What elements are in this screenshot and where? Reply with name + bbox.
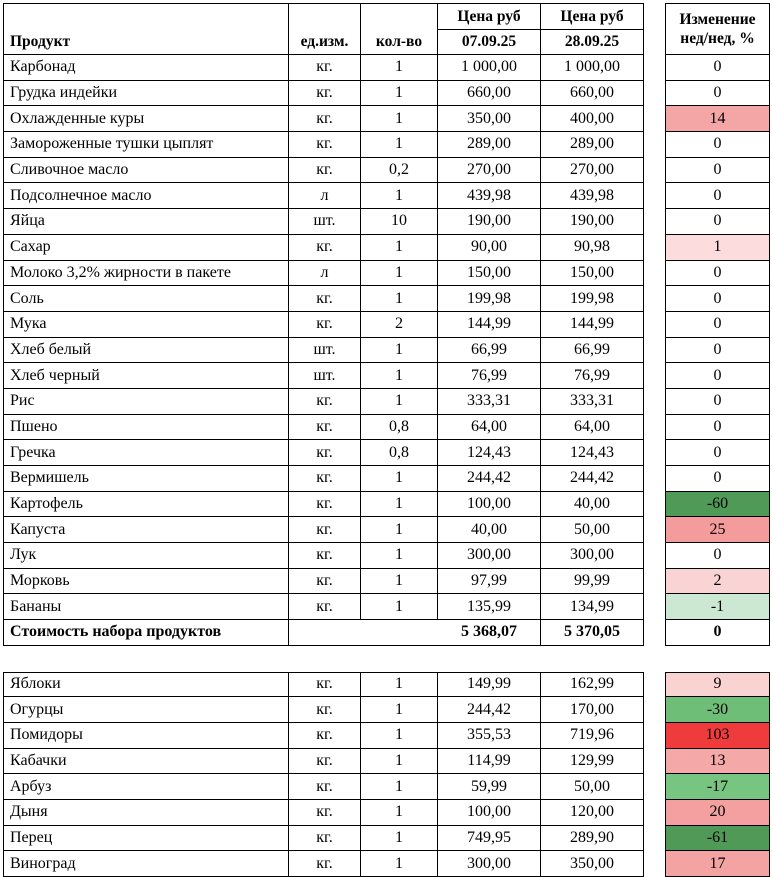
price-2: 76,99 — [541, 363, 644, 389]
header-price-2 — [541, 3, 644, 55]
quantity: 1 — [361, 363, 438, 389]
product-name: Сахар — [3, 235, 289, 261]
quantity: 1 — [361, 81, 438, 107]
price-1: 114,99 — [438, 749, 541, 775]
quantity: 1 — [361, 261, 438, 287]
spacer — [644, 594, 665, 620]
price-2: 660,00 — [541, 81, 644, 107]
unit: кг. — [289, 106, 361, 132]
price-2: 244,42 — [541, 466, 644, 492]
change-percent: 9 — [665, 672, 770, 698]
product-name: Помидоры — [3, 723, 289, 749]
quantity: 10 — [361, 209, 438, 235]
unit: шт. — [289, 209, 361, 235]
price-1: 64,00 — [438, 415, 541, 441]
quantity: 2 — [361, 312, 438, 338]
spacer — [644, 106, 665, 132]
header-price-1 — [438, 3, 541, 55]
unit: шт. — [289, 338, 361, 364]
product-name: Вермишель — [3, 466, 289, 492]
quantity: 1 — [361, 800, 438, 826]
change-percent: -61 — [665, 826, 770, 852]
price-2: 129,99 — [541, 749, 644, 775]
price-2: 289,00 — [541, 132, 644, 158]
change-percent: 0 — [665, 440, 770, 466]
total-row — [3, 620, 770, 646]
change-percent: 13 — [665, 749, 770, 775]
total-label: Стоимость набора продуктов — [3, 620, 289, 646]
change-percent: 1 — [665, 235, 770, 261]
spacer — [644, 261, 665, 287]
spacer — [644, 183, 665, 209]
price-table — [3, 3, 770, 877]
unit: л — [289, 261, 361, 287]
price-1: 66,99 — [438, 338, 541, 364]
price-2: 439,98 — [541, 183, 644, 209]
table-row — [3, 800, 770, 826]
change-percent: 0 — [665, 415, 770, 441]
price-1: 190,00 — [438, 209, 541, 235]
price-2: 350,00 — [541, 851, 644, 877]
change-percent: 20 — [665, 800, 770, 826]
table-row — [3, 158, 770, 184]
unit: кг. — [289, 81, 361, 107]
price-1: 149,99 — [438, 672, 541, 698]
header-price-1-label: Цена руб — [457, 7, 521, 25]
header-price-2-date: 28.09.25 — [541, 29, 643, 55]
unit: кг. — [289, 851, 361, 877]
price-2: 120,00 — [541, 800, 644, 826]
price-1: 199,98 — [438, 286, 541, 312]
change-percent: 0 — [665, 132, 770, 158]
change-percent: 0 — [665, 338, 770, 364]
change-percent: -60 — [665, 492, 770, 518]
price-2: 90,98 — [541, 235, 644, 261]
change-percent: 0 — [665, 158, 770, 184]
unit: кг. — [289, 774, 361, 800]
table-row — [3, 183, 770, 209]
product-name: Яблоки — [3, 672, 289, 698]
price-1: 300,00 — [438, 851, 541, 877]
price-2: 66,99 — [541, 338, 644, 364]
price-2: 190,00 — [541, 209, 644, 235]
price-2: 300,00 — [541, 543, 644, 569]
price-1: 135,99 — [438, 594, 541, 620]
header-qty: кол-во — [361, 3, 438, 55]
table-row — [3, 415, 770, 441]
unit: кг. — [289, 312, 361, 338]
change-percent: 0 — [665, 286, 770, 312]
unit: кг. — [289, 594, 361, 620]
table-row — [3, 594, 770, 620]
product-name: Картофель — [3, 492, 289, 518]
table-body-main — [3, 55, 770, 620]
unit: кг. — [289, 55, 361, 81]
spacer — [644, 851, 665, 877]
spacer — [644, 774, 665, 800]
quantity: 1 — [361, 672, 438, 698]
quantity: 1 — [361, 826, 438, 852]
price-1: 333,31 — [438, 389, 541, 415]
quantity: 1 — [361, 749, 438, 775]
spacer — [644, 286, 665, 312]
quantity: 1 — [361, 594, 438, 620]
table-row — [3, 338, 770, 364]
total-price-1: 5 368,07 — [438, 620, 541, 646]
table-row — [3, 286, 770, 312]
quantity: 1 — [361, 851, 438, 877]
spacer — [644, 620, 665, 646]
table-row — [3, 774, 770, 800]
change-percent: 0 — [665, 389, 770, 415]
spacer — [644, 132, 665, 158]
spacer — [644, 517, 665, 543]
unit: кг. — [289, 389, 361, 415]
price-2: 99,99 — [541, 569, 644, 595]
unit: шт. — [289, 363, 361, 389]
price-1: 100,00 — [438, 492, 541, 518]
table-row — [3, 466, 770, 492]
price-1: 660,00 — [438, 81, 541, 107]
spacer — [644, 338, 665, 364]
header-change — [665, 3, 770, 55]
change-percent: 0 — [665, 363, 770, 389]
product-name: Пшено — [3, 415, 289, 441]
unit: кг. — [289, 800, 361, 826]
header-unit: ед.изм. — [289, 3, 361, 55]
table-row — [3, 440, 770, 466]
total-change: 0 — [665, 620, 770, 646]
unit: кг. — [289, 235, 361, 261]
quantity: 0,2 — [361, 158, 438, 184]
change-percent: 14 — [665, 106, 770, 132]
quantity: 1 — [361, 492, 438, 518]
product-name: Морковь — [3, 569, 289, 595]
price-1: 97,99 — [438, 569, 541, 595]
spacer — [644, 543, 665, 569]
table-row — [3, 672, 770, 698]
change-percent: 0 — [665, 466, 770, 492]
price-1: 40,00 — [438, 517, 541, 543]
product-name: Рис — [3, 389, 289, 415]
unit: л — [289, 183, 361, 209]
spacer — [644, 466, 665, 492]
table-row — [3, 106, 770, 132]
total-qty-empty — [361, 620, 438, 646]
spacer — [644, 3, 665, 55]
quantity: 1 — [361, 466, 438, 492]
spacer — [644, 672, 665, 698]
product-name: Кабачки — [3, 749, 289, 775]
spacer — [644, 158, 665, 184]
price-2: 1 000,00 — [541, 55, 644, 81]
product-name: Мука — [3, 312, 289, 338]
table-row — [3, 697, 770, 723]
change-percent: 17 — [665, 851, 770, 877]
price-1: 144,99 — [438, 312, 541, 338]
unit: кг. — [289, 440, 361, 466]
unit: кг. — [289, 826, 361, 852]
product-name: Гречка — [3, 440, 289, 466]
table-row — [3, 209, 770, 235]
table-body-seasonal — [3, 672, 770, 877]
unit: кг. — [289, 697, 361, 723]
price-2: 270,00 — [541, 158, 644, 184]
price-2: 719,96 — [541, 723, 644, 749]
price-1: 439,98 — [438, 183, 541, 209]
quantity: 1 — [361, 774, 438, 800]
price-1: 244,42 — [438, 697, 541, 723]
total-unit-empty — [289, 620, 361, 646]
unit: кг. — [289, 492, 361, 518]
spacer — [644, 81, 665, 107]
table-row — [3, 851, 770, 877]
table-row — [3, 389, 770, 415]
spacer — [644, 723, 665, 749]
table-row — [3, 749, 770, 775]
spacer — [644, 235, 665, 261]
product-name: Карбонад — [3, 55, 289, 81]
spacer — [644, 312, 665, 338]
section-gap — [3, 646, 770, 672]
price-1: 749,95 — [438, 826, 541, 852]
spacer — [644, 363, 665, 389]
table-row — [3, 312, 770, 338]
product-name: Охлажденные куры — [3, 106, 289, 132]
price-1: 289,00 — [438, 132, 541, 158]
spacer — [644, 697, 665, 723]
quantity: 1 — [361, 235, 438, 261]
product-name: Арбуз — [3, 774, 289, 800]
unit: кг. — [289, 466, 361, 492]
product-name: Хлеб белый — [3, 338, 289, 364]
table-row — [3, 826, 770, 852]
change-percent: 0 — [665, 183, 770, 209]
change-percent: -30 — [665, 697, 770, 723]
price-2: 289,90 — [541, 826, 644, 852]
table-row — [3, 261, 770, 287]
quantity: 0,8 — [361, 415, 438, 441]
price-2: 333,31 — [541, 389, 644, 415]
price-1: 150,00 — [438, 261, 541, 287]
total-price-2: 5 370,05 — [541, 620, 644, 646]
price-1: 1 000,00 — [438, 55, 541, 81]
header-price-1-date: 07.09.25 — [438, 29, 540, 55]
product-name: Подсолнечное масло — [3, 183, 289, 209]
quantity: 1 — [361, 183, 438, 209]
price-2: 134,99 — [541, 594, 644, 620]
header-price-2-label: Цена руб — [560, 7, 624, 25]
price-2: 124,43 — [541, 440, 644, 466]
product-name: Хлеб черный — [3, 363, 289, 389]
price-2: 64,00 — [541, 415, 644, 441]
price-1: 76,99 — [438, 363, 541, 389]
header-change-line2: нед/нед, % — [680, 30, 755, 47]
quantity: 1 — [361, 106, 438, 132]
price-1: 124,43 — [438, 440, 541, 466]
spacer — [644, 492, 665, 518]
spacer — [644, 415, 665, 441]
price-1: 244,42 — [438, 466, 541, 492]
price-1: 270,00 — [438, 158, 541, 184]
spacer — [644, 800, 665, 826]
price-2: 199,98 — [541, 286, 644, 312]
product-name: Виноград — [3, 851, 289, 877]
unit: кг. — [289, 723, 361, 749]
price-1: 300,00 — [438, 543, 541, 569]
table-row — [3, 543, 770, 569]
price-1: 59,99 — [438, 774, 541, 800]
unit: кг. — [289, 158, 361, 184]
product-name: Молоко 3,2% жирности в пакете — [3, 261, 289, 287]
spacer — [644, 55, 665, 81]
price-2: 40,00 — [541, 492, 644, 518]
table-row — [3, 81, 770, 107]
unit: кг. — [289, 672, 361, 698]
unit: кг. — [289, 517, 361, 543]
table-row — [3, 492, 770, 518]
change-percent: 0 — [665, 81, 770, 107]
product-name: Сливочное масло — [3, 158, 289, 184]
change-percent: 0 — [665, 209, 770, 235]
unit: кг. — [289, 286, 361, 312]
quantity: 1 — [361, 286, 438, 312]
quantity: 0,8 — [361, 440, 438, 466]
product-name: Перец — [3, 826, 289, 852]
price-2: 150,00 — [541, 261, 644, 287]
product-name: Замороженные тушки цыплят — [3, 132, 289, 158]
table-row — [3, 132, 770, 158]
change-percent: -17 — [665, 774, 770, 800]
product-name: Соль — [3, 286, 289, 312]
product-name: Бананы — [3, 594, 289, 620]
product-name: Капуста — [3, 517, 289, 543]
table-row — [3, 235, 770, 261]
unit: кг. — [289, 415, 361, 441]
price-1: 90,00 — [438, 235, 541, 261]
quantity: 1 — [361, 723, 438, 749]
quantity: 1 — [361, 543, 438, 569]
spacer — [644, 826, 665, 852]
product-name: Грудка индейки — [3, 81, 289, 107]
table-row — [3, 363, 770, 389]
quantity: 1 — [361, 132, 438, 158]
price-2: 400,00 — [541, 106, 644, 132]
product-name: Яйца — [3, 209, 289, 235]
spacer — [644, 209, 665, 235]
change-percent: 25 — [665, 517, 770, 543]
change-percent: 2 — [665, 569, 770, 595]
product-name: Огурцы — [3, 697, 289, 723]
change-percent: 103 — [665, 723, 770, 749]
price-2: 50,00 — [541, 517, 644, 543]
table-row — [3, 723, 770, 749]
unit: кг. — [289, 749, 361, 775]
quantity: 1 — [361, 697, 438, 723]
change-percent: -1 — [665, 594, 770, 620]
table-row — [3, 55, 770, 81]
table-row — [3, 517, 770, 543]
price-2: 144,99 — [541, 312, 644, 338]
header-change-line1: Изменение — [679, 10, 756, 28]
price-2: 162,99 — [541, 672, 644, 698]
quantity: 1 — [361, 569, 438, 595]
spacer — [644, 749, 665, 775]
change-percent: 0 — [665, 55, 770, 81]
change-percent: 0 — [665, 312, 770, 338]
spacer — [644, 569, 665, 595]
spacer — [644, 389, 665, 415]
price-2: 170,00 — [541, 697, 644, 723]
price-1: 355,53 — [438, 723, 541, 749]
table-row — [3, 569, 770, 595]
table-header — [3, 3, 770, 55]
spacer — [644, 440, 665, 466]
quantity: 1 — [361, 55, 438, 81]
quantity: 1 — [361, 517, 438, 543]
price-1: 100,00 — [438, 800, 541, 826]
unit: кг. — [289, 132, 361, 158]
quantity: 1 — [361, 389, 438, 415]
unit: кг. — [289, 569, 361, 595]
header-product: Продукт — [3, 3, 289, 55]
product-name: Дыня — [3, 800, 289, 826]
change-percent: 0 — [665, 261, 770, 287]
change-percent: 0 — [665, 543, 770, 569]
quantity: 1 — [361, 338, 438, 364]
price-1: 350,00 — [438, 106, 541, 132]
unit: кг. — [289, 543, 361, 569]
product-name: Лук — [3, 543, 289, 569]
price-2: 50,00 — [541, 774, 644, 800]
